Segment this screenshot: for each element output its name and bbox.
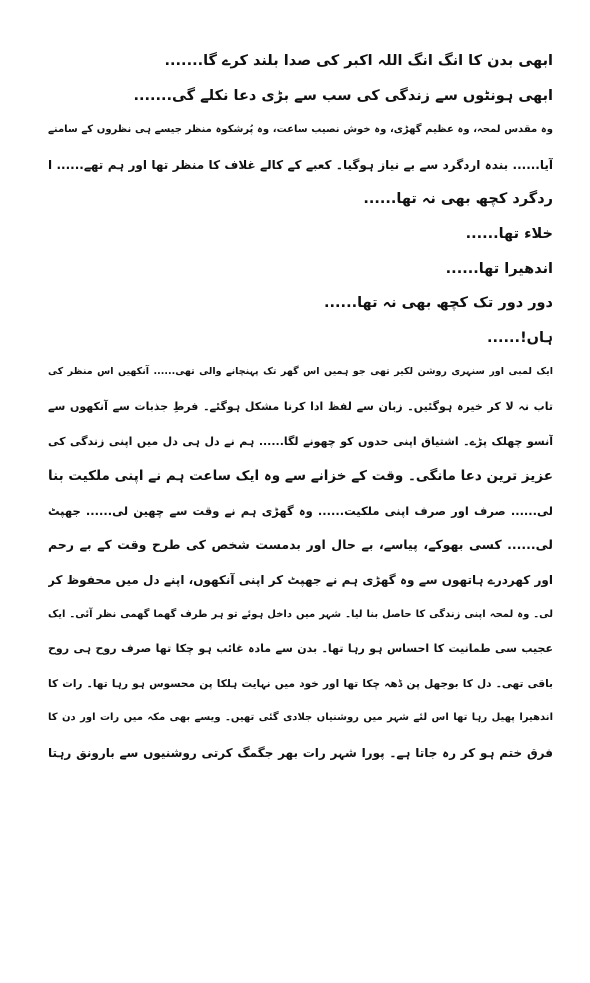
text-line: لی...... کسی بھوکے، پیاسے، بے حال اور بدمست شخص کی طرح وقت کے بے رحم — [48, 537, 553, 553]
text-line: عجیب سی طمانیت کا احساس ہو رہا تھا۔ بدن سے مادہ غائب ہو چکا تھا صرف روح ہی روح — [48, 642, 553, 656]
urdu-text-block — [48, 44, 553, 770]
text-line: خلاء تھا...... — [465, 225, 553, 242]
text-line: اندھیرا تھا...... — [445, 260, 553, 277]
text-line: ابھی ہونٹوں سے زندگی کی سب سے بڑی دعا نکلے گی....... — [133, 87, 553, 104]
text-line: لی...... صرف اور صرف اپنی ملکیت...... وہ گھڑی ہم نے وقت سے چھین لی...... جھپٹ — [48, 503, 553, 518]
text-line: ردگرد کچھ بھی نہ تھا...... — [363, 191, 553, 208]
text-line: اندھیرا پھیل رہا تھا اس لئے شہر میں روشنیاں جلادی گئی تھیں۔ ویسے بھی مکہ میں رات اور دن کا — [48, 712, 553, 724]
text-line: باقی تھی۔ دل کا بوجھل پن ڈھہ چکا تھا اور خود میں نہایت ہلکا پن محسوس ہو رہا تھا۔ رات کا — [48, 677, 553, 690]
text-line: اور کھردرے ہاتھوں سے وہ گھڑی ہم نے جھپٹ کر اپنی آنکھوں، اپنے دل میں محفوظ کر — [48, 572, 553, 587]
text-line: دور دور تک کچھ بھی نہ تھا...... — [324, 295, 553, 312]
text-line: عزیز ترین دعا مانگی۔ وقت کے خزانے سے وہ ایک ساعت ہم نے اپنی ملکیت بنا — [48, 468, 553, 485]
text-line: وہ مقدس لمحہ، وہ عظیم گھڑی، وہ خوش نصیب ساعت، وہ پُرشکوہ منظر جیسے ہی نظروں کے سامنے — [48, 124, 553, 136]
text-line: ایک لمبی اور سنہری روشن لکیر تھی جو ہمیں اس گھر تک پہنچانے والی تھی...... آنکھیں اس منظر کی — [48, 366, 553, 378]
text-line: تاب نہ لا کر خیرہ ہوگئیں۔ زبان سے لفظ ادا کرنا مشکل ہوگئے۔ فرطِ جذبات سے آنکھوں سے — [48, 399, 553, 413]
text-line: ابھی بدن کا انگ انگ اللہ اکبر کی صدا بلند کرے گا....... — [164, 53, 553, 69]
text-line: آیا...... بندہ اردگرد سے بے نیاز ہوگیا۔ کعبے کے کالے غلاف کا منظر تھا اور ہم تھے...... ا — [48, 157, 553, 172]
text-line: ہاں!...... — [487, 329, 553, 346]
text-line: آنسو چھلک پڑے۔ اشتیاق اپنی حدوں کو چھونے لگا...... ہم نے دل ہی دل میں اپنی زندگی کی — [48, 434, 553, 448]
text-line: لی۔ وہ لمحہ اپنی زندگی کا حاصل بنا لیا۔ شہر میں داخل ہوئے تو ہر طرف گھما گھمی نظر آئی۔ ایک — [48, 608, 553, 620]
text-line: فرق ختم ہو کر رہ جاتا ہے۔ پورا شہر رات بھر جگمگ کرتی روشنیوں سے بارونق رہتا — [48, 745, 553, 760]
